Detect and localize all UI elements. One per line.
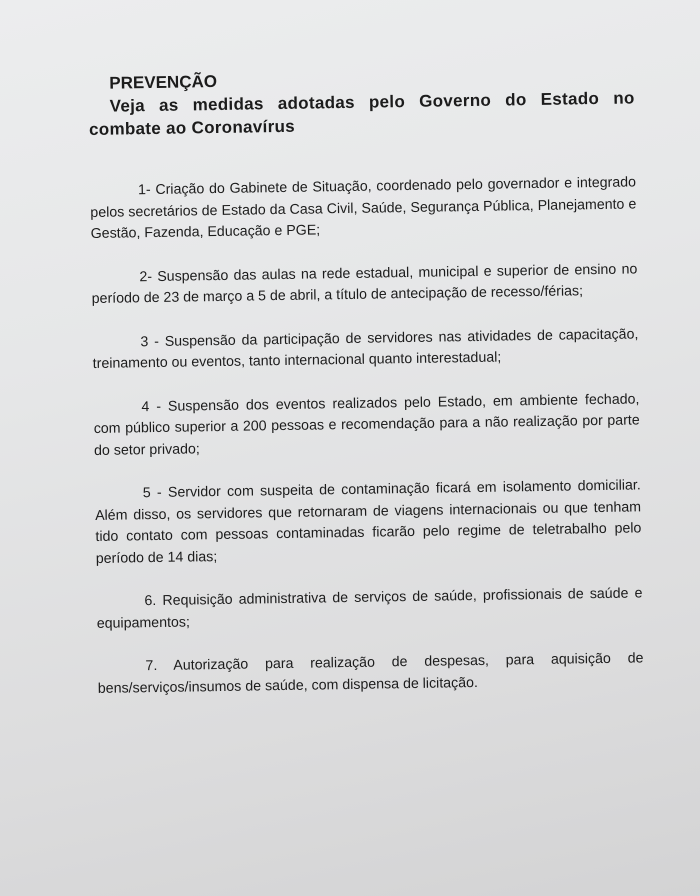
heading-subtitle: Veja as medidas adotadas pelo Governo do Estado no combate ao Coronavírus [88, 88, 635, 139]
measure-item-1: 1- Criação do Gabinete de Situação, coordenado pelo governador e integrado pelos secretários de Estado da Casa Civil, Saúde, Segurança Pública, Planejamento e Gestão, Fazenda, Educação e PGE; [90, 174, 637, 242]
measure-item-5: 5 - Servidor com suspeita de contaminação ficará em isolamento domiciliar. Além disso, os servidores que retornaram de viagens internacionais ou que tenham tido contato com pessoas contaminadas ficarão pelo regime de teletrabalho pelo período de 14 dias; [94, 477, 642, 567]
measure-item-3: 3 - Suspensão da participação de servidores nas atividades de capacitação, treinamento ou eventos, tanto internacional quanto interestadual; [92, 325, 639, 372]
measure-item-6: 6. Requisição administrativa de serviços de saúde, profissionais de saúde e equipamentos; [96, 585, 643, 632]
document-heading [88, 63, 635, 141]
heading-kicker: PREVENÇÃO [109, 71, 218, 93]
measure-item-4: 4 - Suspensão dos eventos realizados pelo Estado, em ambiente fechado, com público superior a 200 pessoas e recomendação para a não realização por parte do setor privado; [93, 390, 640, 459]
document-body [88, 53, 644, 699]
measures-list [90, 172, 644, 700]
measure-item-2: 2- Suspensão das aulas na rede estadual, municipal e superior de ensino no período de 23 de março a 5 de abril, a título de antecipação de recesso/férias; [91, 260, 638, 307]
measure-item-7: 7. Autorização para realização de despesas, para aquisição de bens/serviços/insumos de saúde, com dispensa de licitação. [97, 650, 644, 697]
